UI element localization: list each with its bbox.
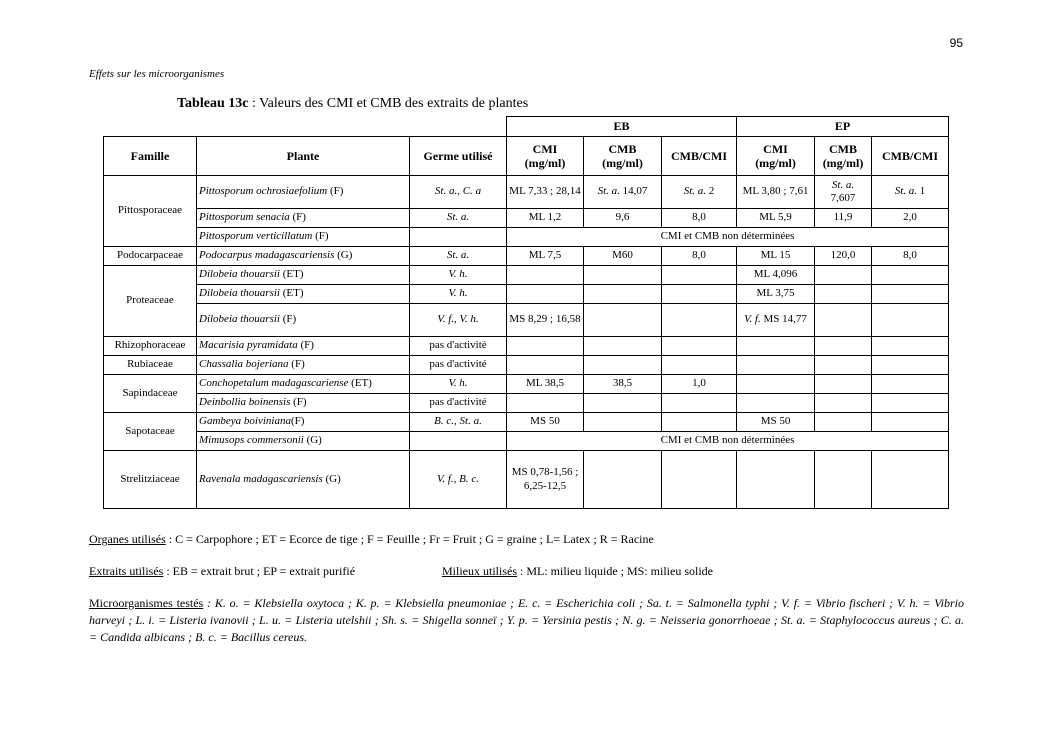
- table-row: [104, 413, 949, 432]
- family-cell: Sapotaceae: [104, 413, 197, 451]
- header-row: [104, 137, 949, 176]
- header-germe: Germe utilisé: [410, 137, 507, 176]
- plant-cell: Pittosporum ochrosiaefolium (F): [197, 176, 410, 209]
- plant-cell: Dilobeia thouarsii (ET): [197, 266, 410, 285]
- header-ep-ratio: CMB/CMI: [872, 137, 949, 176]
- plant-cell: Pittosporum senacia (F): [197, 209, 410, 228]
- germ-cell: St. a., C. a: [410, 176, 507, 209]
- eb-cmi-cell: MS 50: [507, 413, 584, 432]
- eb-cmi-cell: ML 38,5: [507, 375, 584, 394]
- table-caption: [177, 96, 528, 112]
- eb-cmi-cell: MS 8,29 ; 16,58: [507, 304, 584, 337]
- ep-cmi-cell: ML 15: [737, 247, 815, 266]
- eb-ratio-cell: St. a. 2: [662, 176, 737, 209]
- germ-cell: St. a.: [410, 247, 507, 266]
- germ-cell: St. a.: [410, 209, 507, 228]
- plant-cell: Deinbollia boinensis (F): [197, 394, 410, 413]
- eb-ratio-cell: 8,0: [662, 247, 737, 266]
- eb-cmi-cell: ML 7,33 ; 28,14: [507, 176, 584, 209]
- germ-cell: V. h.: [410, 266, 507, 285]
- germ-cell: pas d'activité: [410, 337, 507, 356]
- table-row: [104, 304, 949, 337]
- plant-cell: Chassalia bojeriana (F): [197, 356, 410, 375]
- eb-cmi-cell: ML 1,2: [507, 209, 584, 228]
- header-ep: EP: [737, 117, 949, 137]
- table-row: [104, 247, 949, 266]
- plant-cell: Pittosporum verticillatum (F): [197, 228, 410, 247]
- germ-cell: V. h.: [410, 285, 507, 304]
- eb-ratio-cell: 8,0: [662, 209, 737, 228]
- table-row: [104, 209, 949, 228]
- ep-cmi-cell: ML 5,9: [737, 209, 815, 228]
- table-row: [104, 394, 949, 413]
- table-row: [104, 285, 949, 304]
- germ-cell: V. h.: [410, 375, 507, 394]
- eb-cmi-cell: MS 0,78-1,56 ; 6,25-12,5: [507, 451, 584, 509]
- plant-cell: Ravenala madagascariensis (G): [197, 451, 410, 509]
- ep-cmi-cell: V. f. MS 14,77: [737, 304, 815, 337]
- family-cell: Podocarpaceae: [104, 247, 197, 266]
- header-ep-cmi: CMI (mg/ml): [737, 137, 815, 176]
- germ-cell: [410, 228, 507, 247]
- legend-microorganisms: Microorganismes testés : K. o. = Klebsiella oxytoca ; K. p. = Klebsiella pneumoniae ; E. c. = Escherichia coli ; Sa. t. = Salmonella typhi ; V. f. = Vibrio fischeri ; V. h. = Vibrio harveyi ; L. i. = Listeria ivanovii ; L. u. = Listeria utelshii ; Sh. s. = Shigella sonneï ; Y. p. = Yersinia pestis ; N. g. = Neisseria gonorrhoeae ; St. a. = Staphylococcus aureus ; C. a. = Candida albicans ; B. c. = Bacillus cereus.: [89, 596, 964, 644]
- family-cell: Pittosporaceae: [104, 176, 197, 247]
- ep-cmb-cell: St. a. 7,607: [815, 176, 872, 209]
- table-row: [104, 432, 949, 451]
- table-row: [104, 375, 949, 394]
- note-cell: CMI et CMB non déterminées: [507, 228, 949, 247]
- ep-cmb-cell: 11,9: [815, 209, 872, 228]
- header-eb-ratio: CMB/CMI: [662, 137, 737, 176]
- family-cell: Strelitziaceae: [104, 451, 197, 509]
- family-cell: Rhizophoraceae: [104, 337, 197, 356]
- header-eb-cmb: CMB (mg/ml): [584, 137, 662, 176]
- legend-milieux: Milieux utilisés : ML: milieu liquide ; MS: milieu solide: [442, 564, 713, 578]
- plant-cell: Dilobeia thouarsii (F): [197, 304, 410, 337]
- table-row: [104, 451, 949, 509]
- header-eb: EB: [507, 117, 737, 137]
- germ-cell: B. c., St. a.: [410, 413, 507, 432]
- germ-cell: pas d'activité: [410, 394, 507, 413]
- ep-cmi-cell: MS 50: [737, 413, 815, 432]
- ep-cmb-cell: 120,0: [815, 247, 872, 266]
- plant-cell: Mimusops commersonii (G): [197, 432, 410, 451]
- page-number: 95: [949, 36, 963, 50]
- family-cell: Sapindaceae: [104, 375, 197, 413]
- eb-cmi-cell: ML 7,5: [507, 247, 584, 266]
- running-header: Effets sur les microorganismes: [89, 68, 225, 80]
- header-row-groups: [104, 117, 949, 137]
- eb-cmb-cell: 38,5: [584, 375, 662, 394]
- ep-ratio-cell: St. a. 1: [872, 176, 949, 209]
- eb-ratio-cell: 1,0: [662, 375, 737, 394]
- table-row: [104, 228, 949, 247]
- eb-cmb-cell: 9,6: [584, 209, 662, 228]
- germ-cell: [410, 432, 507, 451]
- plant-cell: Gambeya boiviniana(F): [197, 413, 410, 432]
- header-plante: Plante: [197, 137, 410, 176]
- germ-cell: pas d'activité: [410, 356, 507, 375]
- family-cell: Rubiaceae: [104, 356, 197, 375]
- eb-cmb-cell: M60: [584, 247, 662, 266]
- caption-text: : Valeurs des CMI et CMB des extraits de plantes: [248, 96, 529, 111]
- header-eb-cmi: CMI (mg/ml): [507, 137, 584, 176]
- germ-cell: V. f., B. c.: [410, 451, 507, 509]
- plant-cell: Conchopetalum madagascariense (ET): [197, 375, 410, 394]
- header-ep-cmb: CMB (mg/ml): [815, 137, 872, 176]
- ep-ratio-cell: 8,0: [872, 247, 949, 266]
- ep-cmi-cell: ML 4,096: [737, 266, 815, 285]
- plant-cell: Podocarpus madagascariensis (G): [197, 247, 410, 266]
- germ-cell: V. f., V. h.: [410, 304, 507, 337]
- eb-cmb-cell: St. a. 14,07: [584, 176, 662, 209]
- family-cell: Proteaceae: [104, 266, 197, 337]
- ep-cmi-cell: ML 3,75: [737, 285, 815, 304]
- plant-cell: Dilobeia thouarsii (ET): [197, 285, 410, 304]
- legend-organs: Organes utilisés : C = Carpophore ; ET = Ecorce de tige ; F = Feuille ; Fr = Fruit ; G = graine ; L= Latex ; R = Racine: [89, 532, 654, 546]
- plant-cell: Macarisia pyramidata (F): [197, 337, 410, 356]
- header-famille: Famille: [104, 137, 197, 176]
- cmi-cmb-table: [103, 116, 949, 509]
- table-row: [104, 337, 949, 356]
- caption-label: Tableau 13c: [177, 96, 249, 111]
- table-row: [104, 176, 949, 209]
- ep-cmi-cell: ML 3,80 ; 7,61: [737, 176, 815, 209]
- table-row: [104, 266, 949, 285]
- ep-ratio-cell: 2,0: [872, 209, 949, 228]
- note-cell: CMI et CMB non déterminées: [507, 432, 949, 451]
- legend-extracts: Extraits utilisés : EB = extrait brut ; EP = extrait purifié Milieux utilisés : ML: milieu liquide ; MS: milieu solide: [89, 564, 713, 578]
- table-row: [104, 356, 949, 375]
